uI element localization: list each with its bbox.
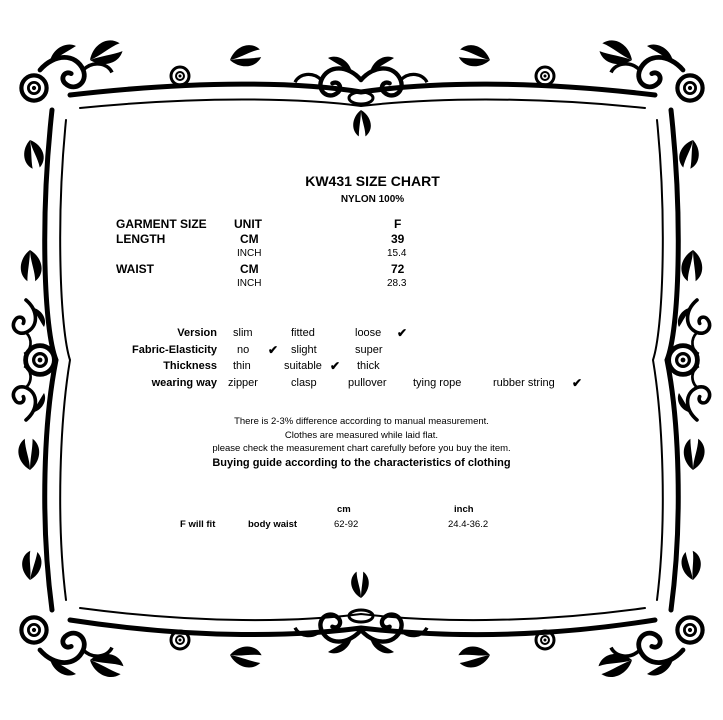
wearing-option-pullover: pullover — [348, 377, 387, 389]
material-label: NYLON 100% — [340, 194, 405, 205]
note-line: please check the measurement chart carefully before you buy the item. — [212, 443, 511, 454]
fit-col-inch: inch — [454, 504, 474, 515]
check-icon: ✔ — [330, 359, 341, 373]
fit-value-inch: 24.4-36.2 — [448, 519, 489, 530]
wearing-option-clasp: clasp — [291, 377, 317, 389]
wearing-option-rubber-string: rubber string — [493, 377, 555, 389]
row-waist-label: WAIST — [116, 262, 154, 276]
version-option-slim: slim — [233, 327, 253, 339]
fit-col-cm: cm — [337, 504, 351, 515]
check-icon: ✔ — [268, 343, 279, 357]
elasticity-option-no: no — [237, 344, 250, 356]
header-size-f: F — [394, 217, 402, 231]
thickness-label: Thickness — [163, 360, 217, 372]
fit-row-label: F will fit — [180, 519, 216, 530]
buying-guide-title: Buying guide according to the characteristics of clothing — [212, 457, 511, 469]
row-waist-unit-inch: INCH — [237, 278, 262, 289]
fit-value-cm: 62-92 — [334, 519, 359, 530]
wearing-option-tying-rope: tying rope — [413, 377, 462, 389]
row-length-value-cm: 39 — [391, 232, 405, 246]
note-line: There is 2-3% difference according to manual measurement. — [234, 416, 489, 427]
row-length-unit-cm: CM — [240, 232, 259, 246]
version-option-fitted: fitted — [291, 327, 315, 339]
thickness-option-thin: thin — [233, 360, 251, 372]
thickness-option-suitable: suitable — [284, 360, 322, 372]
row-length-unit-inch: INCH — [237, 248, 262, 259]
version-label: Version — [177, 327, 217, 339]
check-icon: ✔ — [397, 326, 408, 340]
note-line: Clothes are measured while laid flat. — [284, 430, 439, 441]
elasticity-option-super: super — [355, 344, 383, 356]
thickness-option-thick: thick — [357, 360, 380, 372]
header-garment-size: GARMENT SIZE — [116, 217, 207, 231]
row-waist-unit-cm: CM — [240, 262, 259, 276]
row-length-value-inch: 15.4 — [387, 248, 407, 259]
wearing-way-label: wearing way — [151, 377, 217, 389]
row-waist-value-cm: 72 — [391, 262, 405, 276]
header-unit: UNIT — [234, 217, 262, 231]
elasticity-label: Fabric-Elasticity — [132, 344, 217, 356]
row-length-label: LENGTH — [116, 232, 166, 246]
chart-title: KW431 SIZE CHART — [305, 173, 440, 189]
row-waist-value-inch: 28.3 — [387, 278, 407, 289]
elasticity-option-slight: slight — [291, 344, 317, 356]
version-option-loose: loose — [355, 327, 382, 339]
fit-measure: body waist — [248, 519, 298, 530]
wearing-option-zipper: zipper — [228, 377, 258, 389]
check-icon: ✔ — [572, 376, 583, 390]
